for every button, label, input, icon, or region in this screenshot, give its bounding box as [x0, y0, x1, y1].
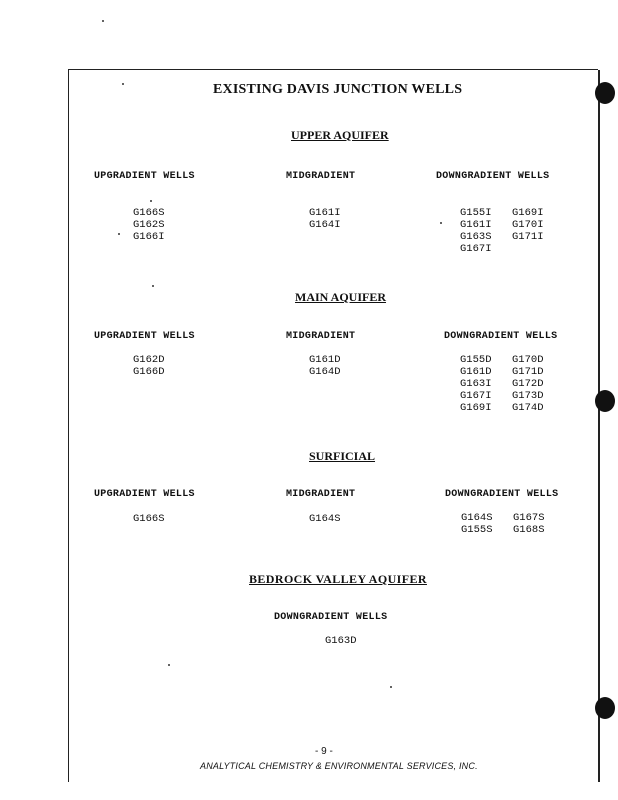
upper-midgradient-list: [309, 207, 341, 231]
section-heading-main-aquifer: MAIN AQUIFER: [295, 290, 387, 304]
well-id: G166S: [133, 513, 165, 525]
scan-speck: [118, 233, 120, 235]
surficial-downgradient-list-1: [461, 512, 493, 536]
well-id: G170I: [512, 219, 544, 231]
well-id: G166I: [133, 231, 165, 243]
scan-speck: [390, 686, 392, 688]
well-id: G164I: [309, 219, 341, 231]
well-id: G164D: [309, 366, 341, 378]
well-id: G172D: [512, 378, 544, 390]
well-id: G166S: [133, 207, 165, 219]
page-frame-right: [598, 70, 600, 782]
main-upgradient-list: [133, 354, 165, 378]
well-id: G163D: [325, 635, 357, 647]
well-id: G163I: [460, 378, 492, 390]
binder-hole-icon: [595, 697, 615, 719]
surficial-downgradient-header: DOWNGRADIENT WELLS: [445, 489, 559, 500]
well-id: G162D: [133, 354, 165, 366]
bedrock-downgradient-header: DOWNGRADIENT WELLS: [274, 612, 388, 623]
well-id: G164S: [309, 513, 341, 525]
surficial-downgradient-list-2: [513, 512, 545, 536]
surficial-midgradient-list: [309, 513, 341, 525]
well-id: G164S: [461, 512, 493, 524]
main-upgradient-header: UPGRADIENT WELLS: [94, 331, 195, 342]
well-id: G166D: [133, 366, 165, 378]
well-id: G167I: [460, 390, 492, 402]
well-id: G161D: [460, 366, 492, 378]
well-id: G155I: [460, 207, 492, 219]
upper-downgradient-list-1: [460, 207, 492, 255]
footer-company: ANALYTICAL CHEMISTRY & ENVIRONMENTAL SERVICES, INC.: [200, 761, 478, 771]
page-frame-top: [68, 69, 598, 70]
well-id: G168S: [513, 524, 545, 536]
upper-downgradient-list-2: [512, 207, 544, 243]
well-id: G167S: [513, 512, 545, 524]
well-id: G170D: [512, 354, 544, 366]
main-downgradient-header: DOWNGRADIENT WELLS: [444, 331, 558, 342]
page-title: EXISTING DAVIS JUNCTION WELLS: [213, 82, 463, 97]
well-id: G161I: [309, 207, 341, 219]
well-id: G171D: [512, 366, 544, 378]
well-id: G162S: [133, 219, 165, 231]
well-id: G169I: [460, 402, 492, 414]
well-id: G171I: [512, 231, 544, 243]
surficial-upgradient-header: UPGRADIENT WELLS: [94, 489, 195, 500]
upper-upgradient-list: [133, 207, 165, 243]
binder-hole-icon: [595, 82, 615, 104]
scan-speck: [440, 222, 442, 224]
page-number: - 9 -: [315, 746, 333, 757]
scan-speck: [102, 20, 104, 22]
section-heading-surficial: SURFICIAL: [309, 449, 376, 463]
scan-speck: [168, 664, 170, 666]
section-heading-upper-aquifer: UPPER AQUIFER: [291, 128, 389, 142]
well-id: G161D: [309, 354, 341, 366]
well-id: G169I: [512, 207, 544, 219]
page-frame-left: [68, 70, 69, 782]
binder-hole-icon: [595, 390, 615, 412]
bedrock-downgradient-list: [325, 635, 357, 647]
section-heading-bedrock-valley-aquifer: BEDROCK VALLEY AQUIFER: [249, 572, 427, 586]
scan-speck: [150, 200, 152, 202]
main-midgradient-list: [309, 354, 341, 378]
well-id: G167I: [460, 243, 492, 255]
upper-midgradient-header: MIDGRADIENT: [286, 171, 356, 182]
upper-downgradient-header: DOWNGRADIENT WELLS: [436, 171, 550, 182]
scan-speck: [122, 83, 124, 85]
scan-speck: [152, 285, 154, 287]
well-id: G161I: [460, 219, 492, 231]
well-id: G155D: [460, 354, 492, 366]
well-id: G174D: [512, 402, 544, 414]
well-id: G155S: [461, 524, 493, 536]
well-id: G173D: [512, 390, 544, 402]
main-downgradient-list-1: [460, 354, 492, 414]
upper-upgradient-header: UPGRADIENT WELLS: [94, 171, 195, 182]
main-midgradient-header: MIDGRADIENT: [286, 331, 356, 342]
main-downgradient-list-2: [512, 354, 544, 414]
surficial-upgradient-list: [133, 513, 165, 525]
surficial-midgradient-header: MIDGRADIENT: [286, 489, 356, 500]
well-id: G163S: [460, 231, 492, 243]
